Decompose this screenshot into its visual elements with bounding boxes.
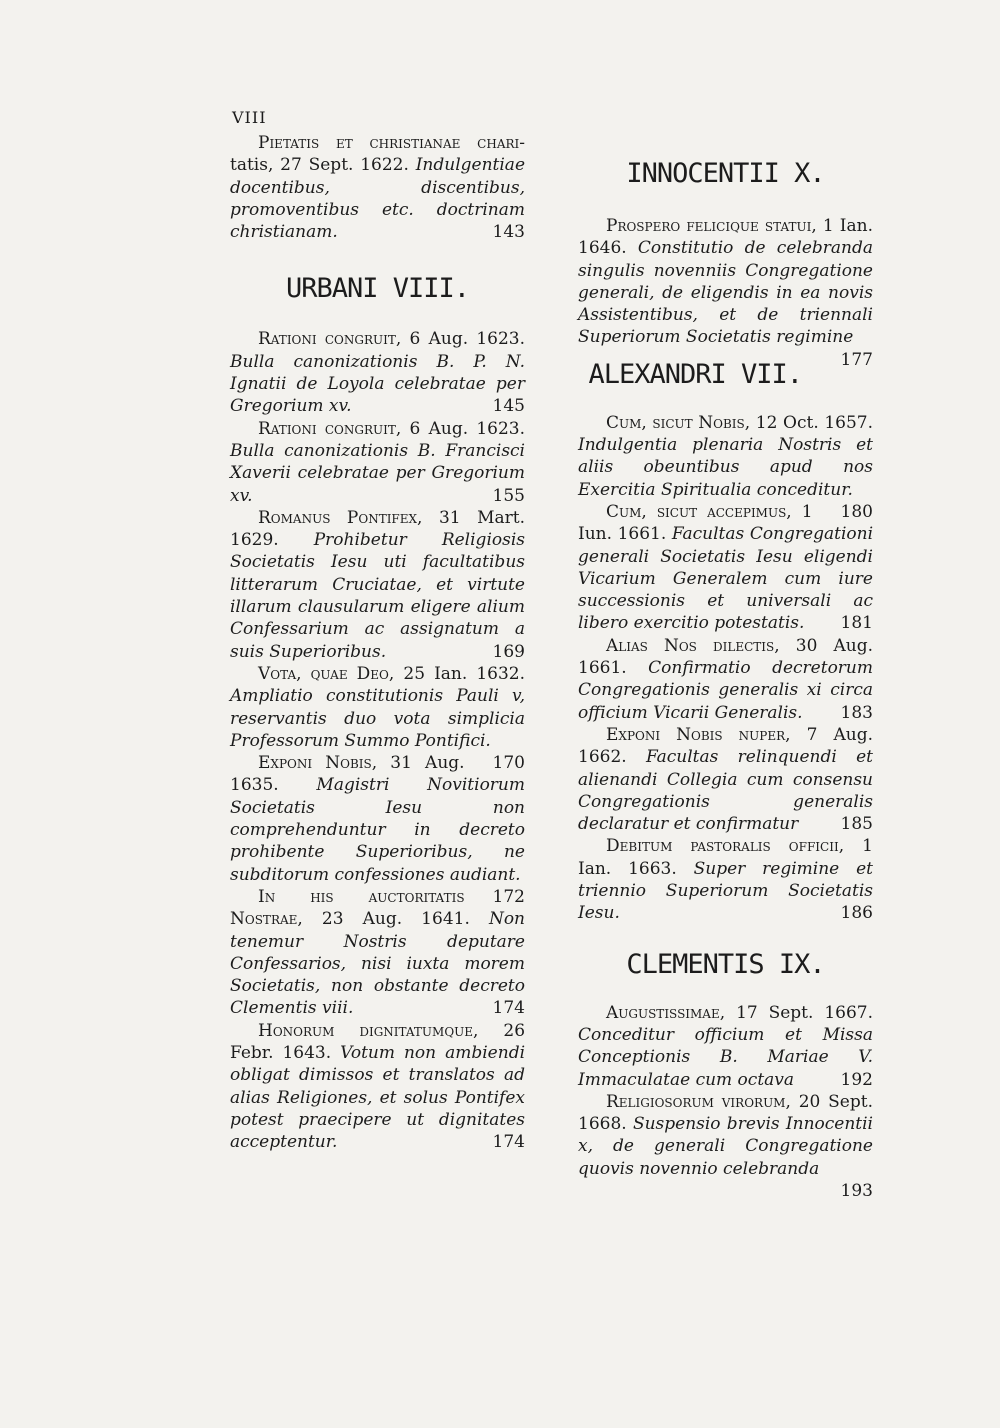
index-entry xyxy=(578,835,873,924)
entry-incipit: Romanus Pontifex, xyxy=(258,507,423,528)
section-heading: URBANI VIII. xyxy=(285,273,470,305)
entry-page: 192 xyxy=(840,1069,873,1090)
entry-page: 183 xyxy=(840,702,873,723)
entry-date: 25 Ian. 1632. xyxy=(403,663,526,684)
section-heading: INNOCENTII X. xyxy=(626,158,825,189)
entry-incipit: Rationi congruit, xyxy=(258,418,402,439)
entry-page: 186 xyxy=(840,903,873,924)
entry-description: Magistri Novitiorum Societatis Iesu non comprehenduntur in decreto prohibente Superioribus, ne subditorum confessiones audiant. xyxy=(230,775,525,885)
entry-date: 6 Aug. 1623. xyxy=(409,418,526,439)
section-heading: ALEXANDRI VII. xyxy=(588,358,803,390)
entry-description: Constitutio de celebranda singulis novenniis Congregatione generali, de eligendis in ea novis Assistentibus, et de triennali Superiorum Societatis regimine xyxy=(578,238,873,348)
right-column xyxy=(578,132,873,1202)
entry-incipit: Religiosorum virorum, xyxy=(606,1091,791,1112)
entry-description: Super regimine et triennio Superiorum Societatis Iesu. xyxy=(578,858,873,924)
entry-page: 180 xyxy=(840,501,873,522)
entry-description: Confirmatio decretorum Congregationis generalis xi circa officium Vicarii Generalis. xyxy=(578,658,873,723)
entry-date: 12 Oct. 1657. xyxy=(755,412,873,433)
entry-page: 185 xyxy=(840,814,873,835)
index-entry xyxy=(578,724,873,835)
entry-incipit: Cum, sicut accepimus, xyxy=(606,501,792,522)
entry-incipit: Vota, quae Deo, xyxy=(258,663,395,684)
entry-date: 20 Sept. 1668. xyxy=(578,1091,873,1135)
entry-page: 169 xyxy=(492,641,525,662)
entry-description: Conceditur officium et Missa Conceptionis B. Mariae V. Immaculatae cum octava xyxy=(578,1024,873,1090)
entry-page: 174 xyxy=(492,1132,525,1153)
entry-date: 30 Aug. 1661. xyxy=(578,635,873,679)
entry-incipit: In his auctoritatis Nostrae, xyxy=(230,886,465,930)
page-number: VIII xyxy=(232,108,267,127)
entry-description: Prohibetur Religiosis Societatis Iesu uti facultatibus litterarum Cruciatae, et virtute illarum clausularum eligere alium Confessarium ac assignatum a suis Superioribus. xyxy=(230,530,525,662)
entry-incipit: Cum, sicut Nobis, xyxy=(606,412,751,433)
entry-incipit: Augustissimae, xyxy=(606,1002,726,1023)
entry-incipit: Alias Nos dilectis, xyxy=(606,635,780,656)
index-entry xyxy=(230,418,525,507)
entry-date: 31 Aug. 1635. xyxy=(230,753,465,796)
entry-date: 23 Aug. 1641. xyxy=(321,909,470,930)
entry-page: 181 xyxy=(840,613,873,634)
entry-description: Bulla canonizationis B. Francisci Xaverii celebratae per Gregorium xv. xyxy=(230,440,525,506)
entry-page: 193 xyxy=(840,1180,873,1201)
entry-date: 26 Febr. 1643. xyxy=(230,1020,526,1063)
entry-date: 1 Ian. 1663. xyxy=(578,836,873,879)
entry-description: Non tenemur Nostris deputare Confessarios, nisi iuxta morem Societatis, non obstante decreto Clementis viii. xyxy=(230,909,525,1019)
entry-date: 31 Mart. 1629. xyxy=(230,507,525,551)
left-column xyxy=(230,132,525,1153)
entry-incipit: Exponi Nobis nuper, xyxy=(606,724,791,745)
entry-date: 1 Iun. 1661. xyxy=(578,501,813,545)
entry-incipit: Rationi congruit, xyxy=(258,329,402,350)
entry-date: 17 Sept. 1667. xyxy=(736,1002,873,1023)
entry-incipit: Prospero felicique statui, xyxy=(606,216,817,236)
entry-description: Indulgentia plenaria Nostris et aliis obeuntibus apud nos Exercitia Spiritualia conceditur. xyxy=(578,435,873,500)
index-entry xyxy=(230,328,525,417)
entry-incipit: Honorum dignitatumque, xyxy=(258,1020,479,1041)
section-heading: CLEMENTIS IX. xyxy=(626,948,825,980)
entry-date: 1 Ian. 1646. xyxy=(578,216,873,259)
entry-incipit: Pietatis et christianae chari- xyxy=(258,133,525,153)
entry-description: Facultas relinquendi et alienandi Collegia cum consensu Congregationis generalis declaratur et confirmatur xyxy=(578,747,873,835)
entry-description: Bulla canonizationis B. P. N. Ignatii de Loyola celebratae per Gregorium xv. xyxy=(230,351,525,417)
index-entry xyxy=(230,132,525,243)
entry-description: Ampliatio constitutionis Pauli v, reservantis duo vota simplicia Professorum Summo Pontifici. xyxy=(230,686,525,751)
index-entry xyxy=(230,1020,525,1154)
entry-description: Votum non ambiendi obligat dimissos et translatos ad alias Religiones, et solus Pontifex potest praecipere ut dignitates acceptentur. xyxy=(230,1042,526,1153)
entry-description: Indulgentiae docentibus, discentibus, promoventibus etc. doctrinam christianam. xyxy=(230,155,526,243)
index-entry xyxy=(578,1002,873,1091)
entry-page: 174 xyxy=(492,998,525,1019)
entry-description: Facultas Congregationi generali Societatis Iesu eligendi Vicarium Generalem cum iure successionis et universali ac libero exercitio potestatis. xyxy=(578,524,874,634)
entry-incipit: Debitum pastoralis officii, xyxy=(606,836,845,857)
entry-date: 7 Aug. 1662. xyxy=(578,724,873,768)
index-entry xyxy=(230,507,525,663)
entry-page: 143 xyxy=(492,222,525,243)
entry-page: 145 xyxy=(492,396,525,417)
entry-page: 170 xyxy=(492,753,525,774)
index-entry xyxy=(578,635,873,724)
entry-page: 155 xyxy=(492,485,525,506)
entry-date: tatis, 27 Sept. 1622. xyxy=(230,155,409,176)
entry-page: 172 xyxy=(492,886,525,907)
entry-incipit: Exponi Nobis, xyxy=(258,753,378,774)
entry-date: 6 Aug. 1623. xyxy=(409,329,526,350)
entry-page: 177 xyxy=(840,349,873,370)
index-entry xyxy=(578,1091,873,1201)
index-entry xyxy=(578,215,873,370)
entry-description: Suspensio brevis Innocentii x, de generali Congregatione quovis novennio celebranda xyxy=(578,1114,873,1179)
